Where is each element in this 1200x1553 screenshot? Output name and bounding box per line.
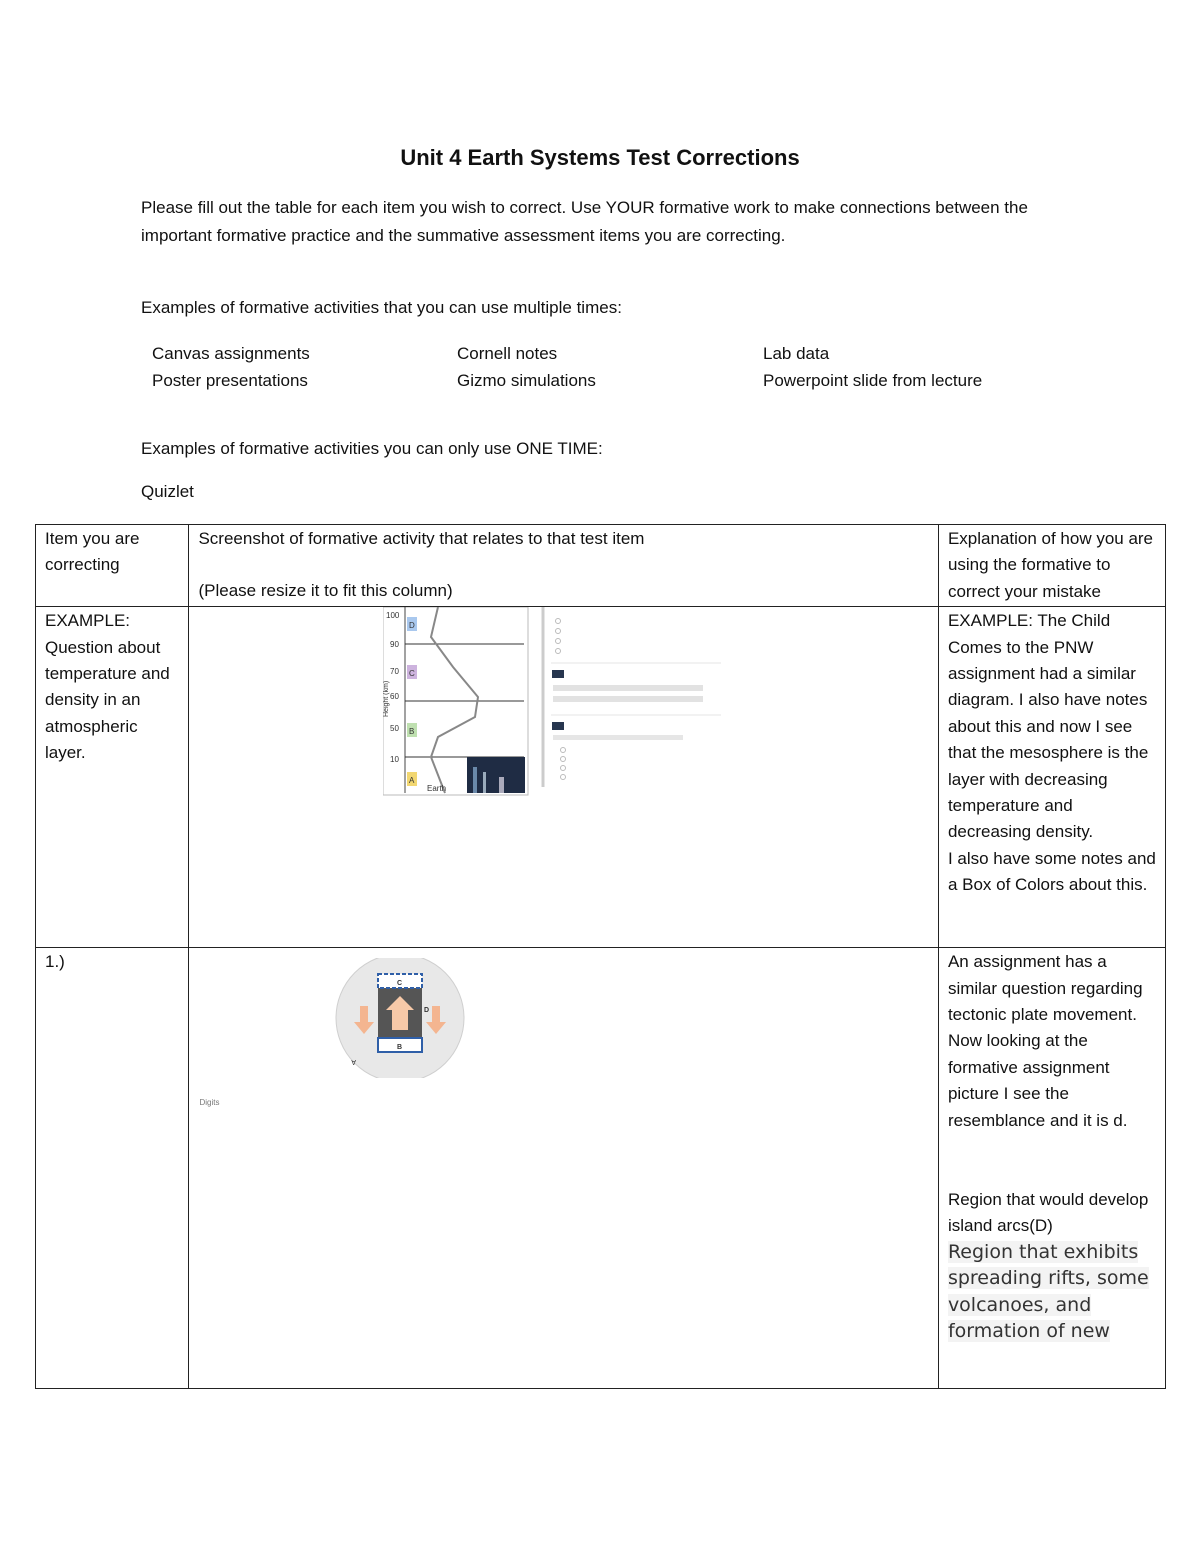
- tick-label: 90: [390, 640, 400, 650]
- row1-explanation: An assignment has a similar question regarding tectonic plate movement. Now looking at the formative assignment picture I see the resemblance and it is d. Region that would develop island arcs(D) Region that exhibits spreading rifts, some volcanoes, and formation of new: [938, 948, 1165, 1389]
- list-item: Canvas assignments: [152, 344, 310, 363]
- layer-label: B: [409, 727, 415, 737]
- ground-label: Earth: [427, 784, 447, 794]
- example-explanation: EXAMPLE: The Child Comes to the PNW assignment had a similar diagram. I also have notes about this and now I see that the mesosphere is the layer with decreasing temperature and decreasing density. I also have some notes and a Box of Colors about this.: [938, 607, 1165, 948]
- list-item: Poster presentations: [152, 371, 308, 390]
- list-item: Cornell notes: [457, 344, 558, 363]
- tick-label: 10: [390, 755, 400, 765]
- multi-heading: Examples of formative activities that you can use multiple times:: [141, 298, 622, 317]
- layer-label: C: [409, 669, 416, 679]
- region-label: C: [397, 980, 403, 988]
- plate-boundary-diagram: [334, 958, 466, 1078]
- region-label: A: [351, 1058, 357, 1066]
- multi-use-list: [152, 340, 1072, 394]
- region-label: B: [397, 1044, 403, 1052]
- table-header-row: [36, 525, 1166, 607]
- axis-label: Height (km): [383, 681, 391, 718]
- layer-label: D: [409, 621, 416, 631]
- atmosphere-graph-screenshot: [383, 607, 728, 797]
- once-item: Quizlet: [141, 482, 194, 501]
- layer-label: A: [409, 776, 415, 786]
- tick-label: 70: [390, 667, 400, 677]
- row1-item: 1.): [36, 948, 189, 1389]
- page-title: Unit 4 Earth Systems Test Corrections: [400, 145, 800, 170]
- region-label: D: [424, 1007, 430, 1015]
- row1-screenshot-cell: [189, 948, 938, 1389]
- header-screenshot: Screenshot of formative activity that relates to that test item (Please resize it to fit this column): [189, 525, 938, 607]
- tick-label: 100: [386, 611, 400, 621]
- example-item: EXAMPLE: Question about temperature and density in an atmospheric layer.: [36, 607, 189, 948]
- intro-paragraph: Please fill out the table for each item you wish to correct. Use YOUR formative work to make connections between the important formative practice and the summative assessment items you are correcting.: [141, 198, 1028, 245]
- header-explanation: Explanation of how you are using the formative to correct your mistake: [938, 525, 1165, 607]
- table-row: [36, 607, 1166, 948]
- tick-label: 60: [390, 692, 400, 702]
- list-item: Gizmo simulations: [457, 371, 596, 390]
- list-item: Lab data: [763, 344, 830, 363]
- tick-label: 50: [390, 724, 400, 734]
- corrections-table: [35, 524, 1166, 1389]
- example-screenshot-cell: [189, 607, 938, 948]
- table-row: [36, 948, 1166, 1389]
- header-item: Item you are correcting: [36, 525, 189, 607]
- once-heading: Examples of formative activities you can only use ONE TIME:: [141, 439, 603, 458]
- list-item: Powerpoint slide from lecture: [763, 371, 983, 390]
- row1-caption: Digits: [199, 1098, 220, 1108]
